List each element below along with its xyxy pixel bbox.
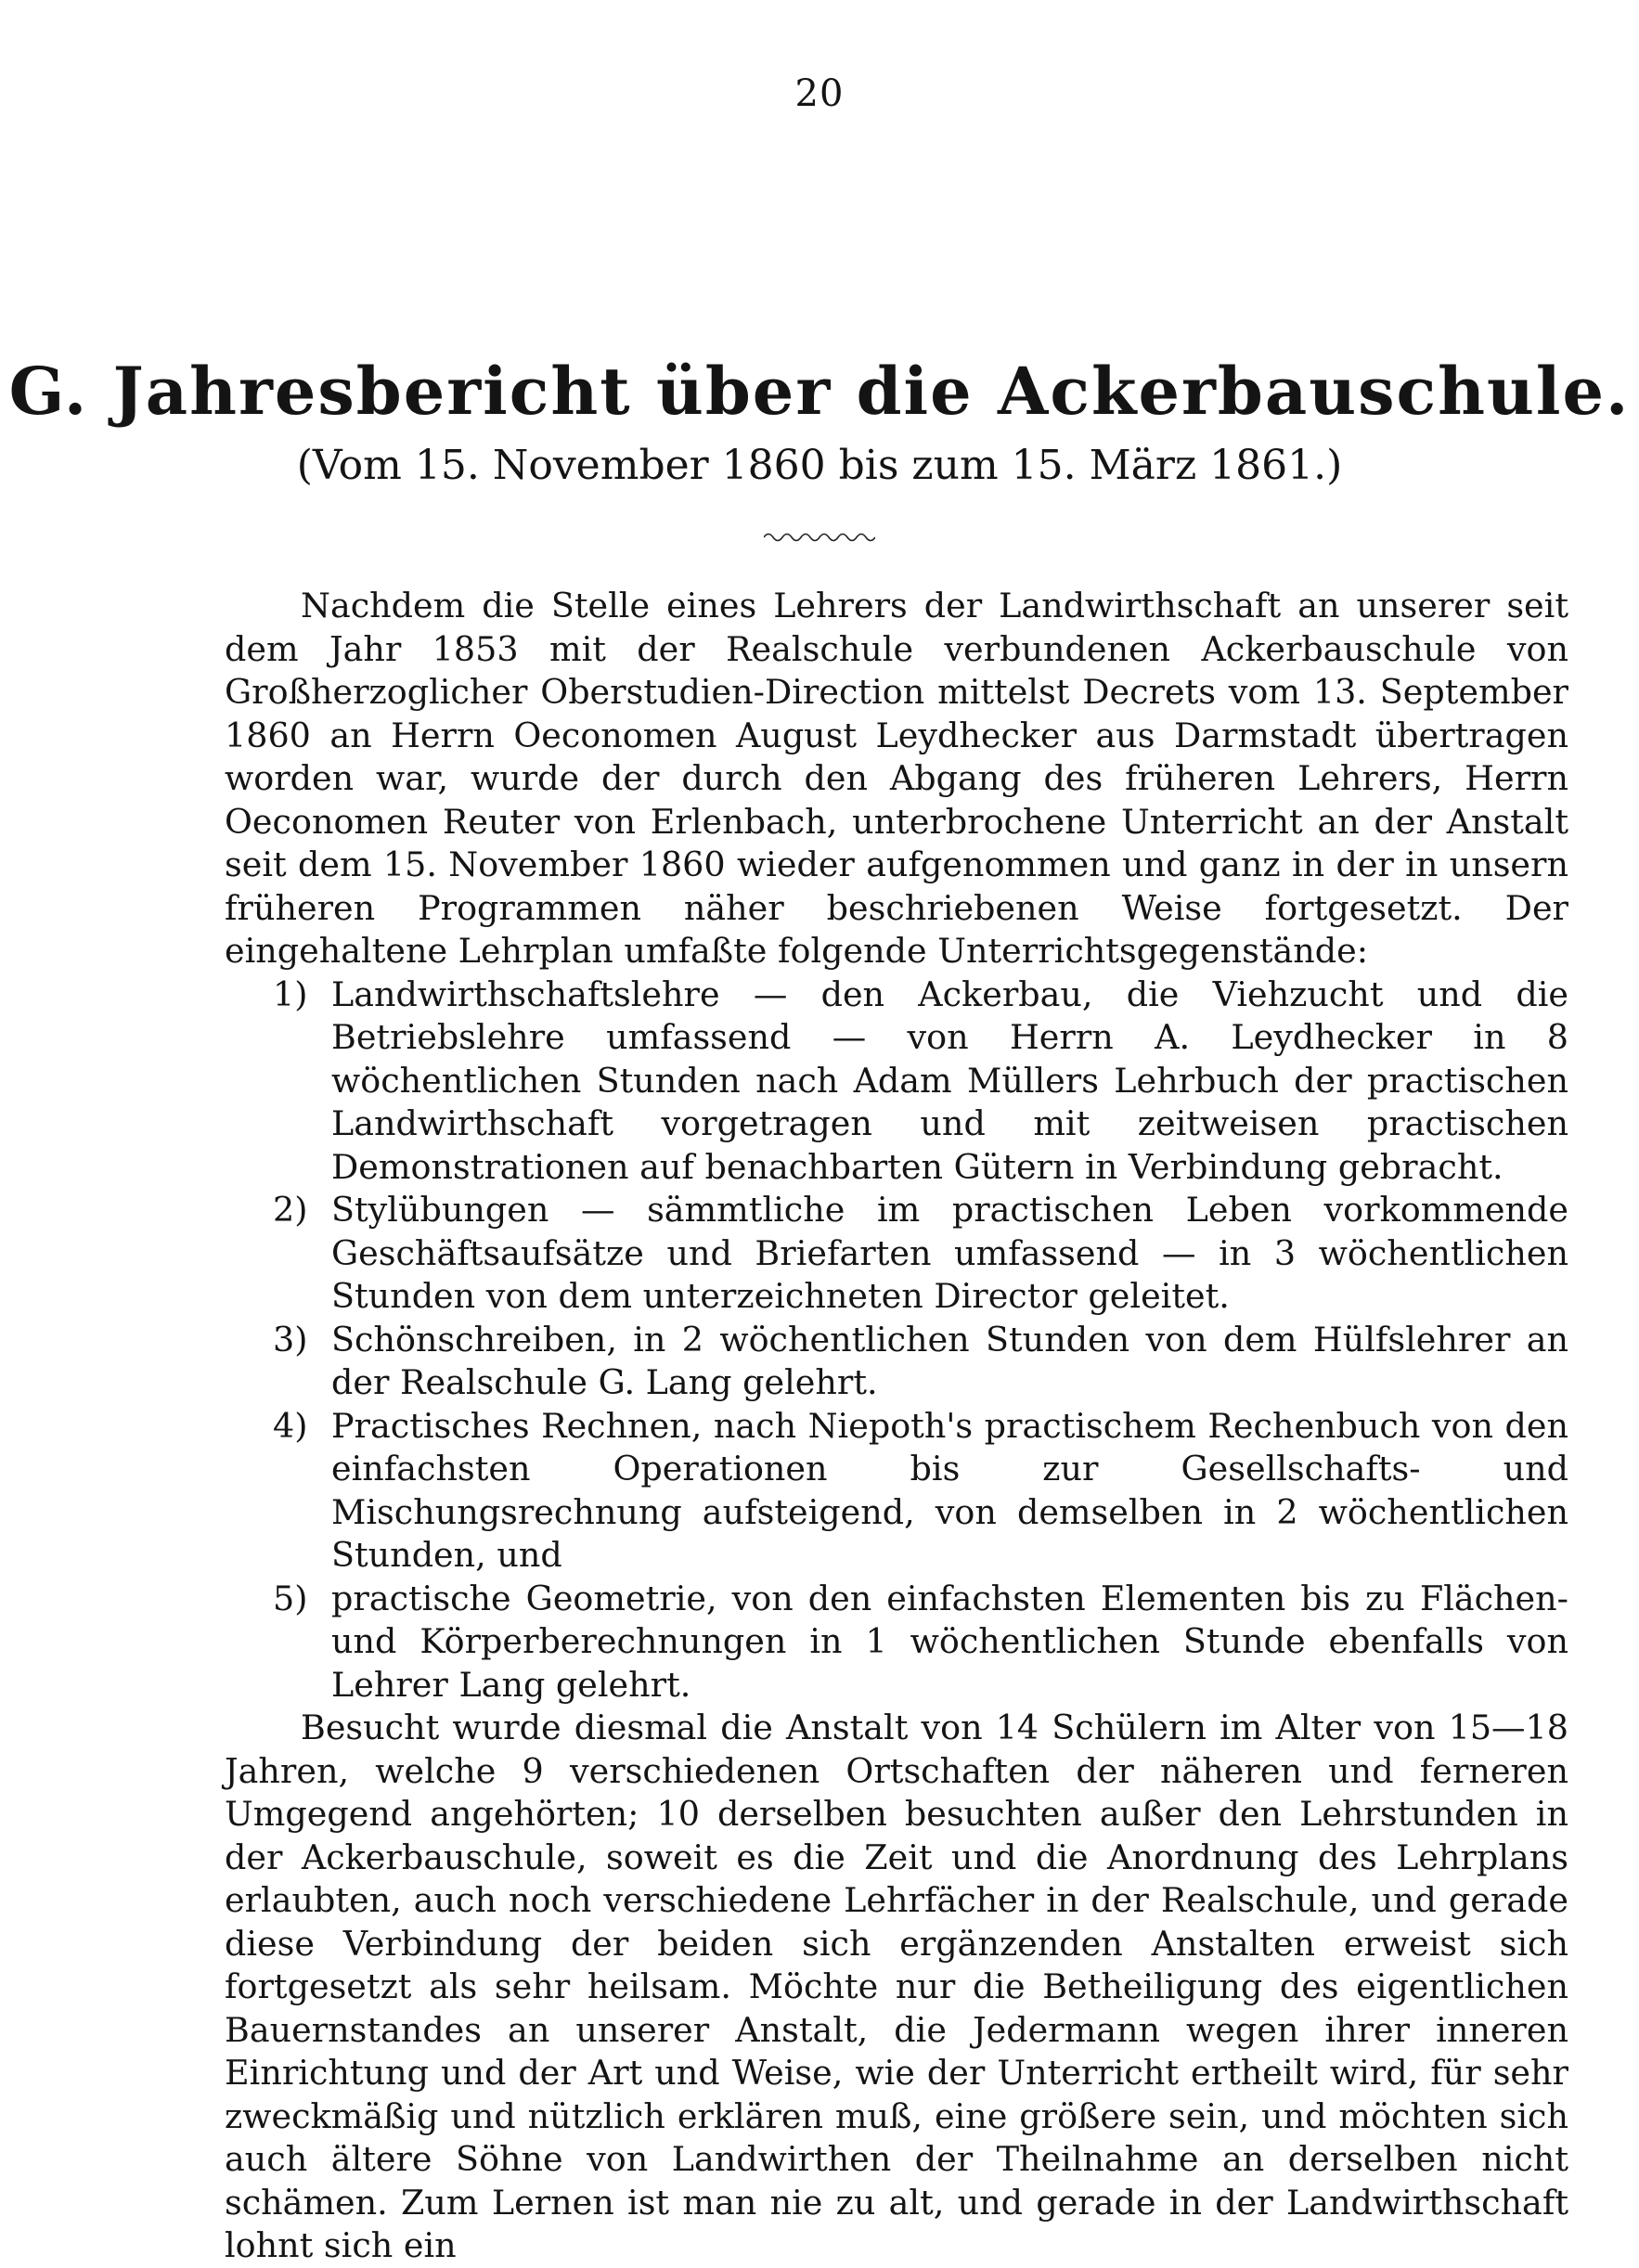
report-body bbox=[225, 585, 1568, 2268]
list-item-number: 5) bbox=[273, 1578, 308, 1618]
list-item-number: 1) bbox=[273, 973, 308, 1014]
list-item-number: 2) bbox=[273, 1190, 308, 1230]
list-item-text: Practisches Rechnen, nach Niepoth's practischem Rechenbuch von den einfachsten Operationen bis zur Gesellschafts- und Mischungsrechnung aufsteigend, von demselben in 2 wöchentlichen Stunden, und bbox=[331, 1405, 1568, 1575]
list-item bbox=[225, 973, 1568, 1190]
list-item-text: Schönschreiben, in 2 wöchentlichen Stunden von dem Hülfslehrer an der Realschule G. Lang gelehrt. bbox=[331, 1319, 1568, 1402]
intro-paragraph: Nachdem die Stelle eines Lehrers der Landwirthschaft an unserer seit dem Jahr 1853 mit der Realschule verbundenen Ackerbauschule von Großherzoglicher Oberstudien-Direction mittelst Decrets vom 13. September 1860 an Herrn Oeconomen August Leydhecker aus Darmstadt übertragen worden war, wurde der durch den Abgang des früheren Lehrers, Herrn Oeconomen Reuter von Erlenbach, unterbrochene Unterricht an der Anstalt seit dem 15. November 1860 wieder aufgenommen und ganz in der in unsern früheren Programmen näher beschriebenen Weise fortgesetzt. Der eingehaltene Lehrplan umfaßte folgende Unterrichtsgegenstände: bbox=[225, 586, 1568, 971]
attendance-paragraph: Besucht wurde diesmal die Anstalt von 14 Schülern im Alter von 15—18 Jahren, welche 9 verschiedenen Ortschaften der näheren und ferneren Umgegend angehörten; 10 derselben besuchten außer den Lehrstunden in der Ackerbauschule, soweit es die Zeit und die Anordnung des Lehrplans erlaubten, auch noch verschiedene Lehrfächer in der Realschule, und gerade diese Verbindung der beiden sich ergänzenden Anstalten erweist sich fortgesetzt als sehr heilsam. Möchte nur die Betheiligung des eigentlichen Bauernstandes an unserer Anstalt, die Jedermann wegen ihrer inneren Einrichtung und der Art und Weise, wie der Unterricht ertheilt wird, für sehr zweckmäßig und nützlich erklären muß, eine größere sein, und möchten sich auch ältere Söhne von Landwirthen der Theilnahme an derselben nicht schämen. Zum Lernen ist man nie zu alt, und gerade in der Landwirthschaft lohnt sich ein bbox=[225, 1707, 1568, 2265]
subject-list bbox=[225, 973, 1568, 1707]
list-item-number: 3) bbox=[273, 1319, 308, 1360]
list-item bbox=[225, 1189, 1568, 1319]
decorative-divider bbox=[764, 531, 875, 544]
list-item-number: 4) bbox=[273, 1405, 308, 1446]
list-item bbox=[225, 1319, 1568, 1405]
list-item-text: Landwirthschaftslehre — den Ackerbau, die Viehzucht und die Betriebslehre umfassend — von Herrn A. Leydhecker in 8 wöchentlichen Stunden nach Adam Müllers Lehrbuch der practischen Landwirthschaft vorgetragen und mit zeitweisen practischen Demonstrationen auf benachbarten Gütern in Verbindung gebracht. bbox=[331, 973, 1568, 1187]
list-item bbox=[225, 1405, 1568, 1578]
page-number: 20 bbox=[794, 72, 845, 115]
section-title: G. Jahresbericht über die Ackerbauschule. bbox=[8, 353, 1631, 430]
list-item bbox=[225, 1578, 1568, 1707]
list-item-text: practische Geometrie, von den einfachsten Elementen bis zu Flächen- und Körperberechnungen in 1 wöchentlichen Stunde ebenfalls von Lehrer Lang gelehrt. bbox=[331, 1578, 1568, 1705]
list-item-text: Stylübungen — sämmtliche im practischen Leben vorkommende Geschäftsaufsätze und Briefarten umfassend — in 3 wöchentlichen Stunden von dem unterzeichneten Director geleitet. bbox=[331, 1190, 1568, 1316]
section-subtitle: (Vom 15. November 1860 bis zum 15. März 1861.) bbox=[296, 442, 1343, 489]
